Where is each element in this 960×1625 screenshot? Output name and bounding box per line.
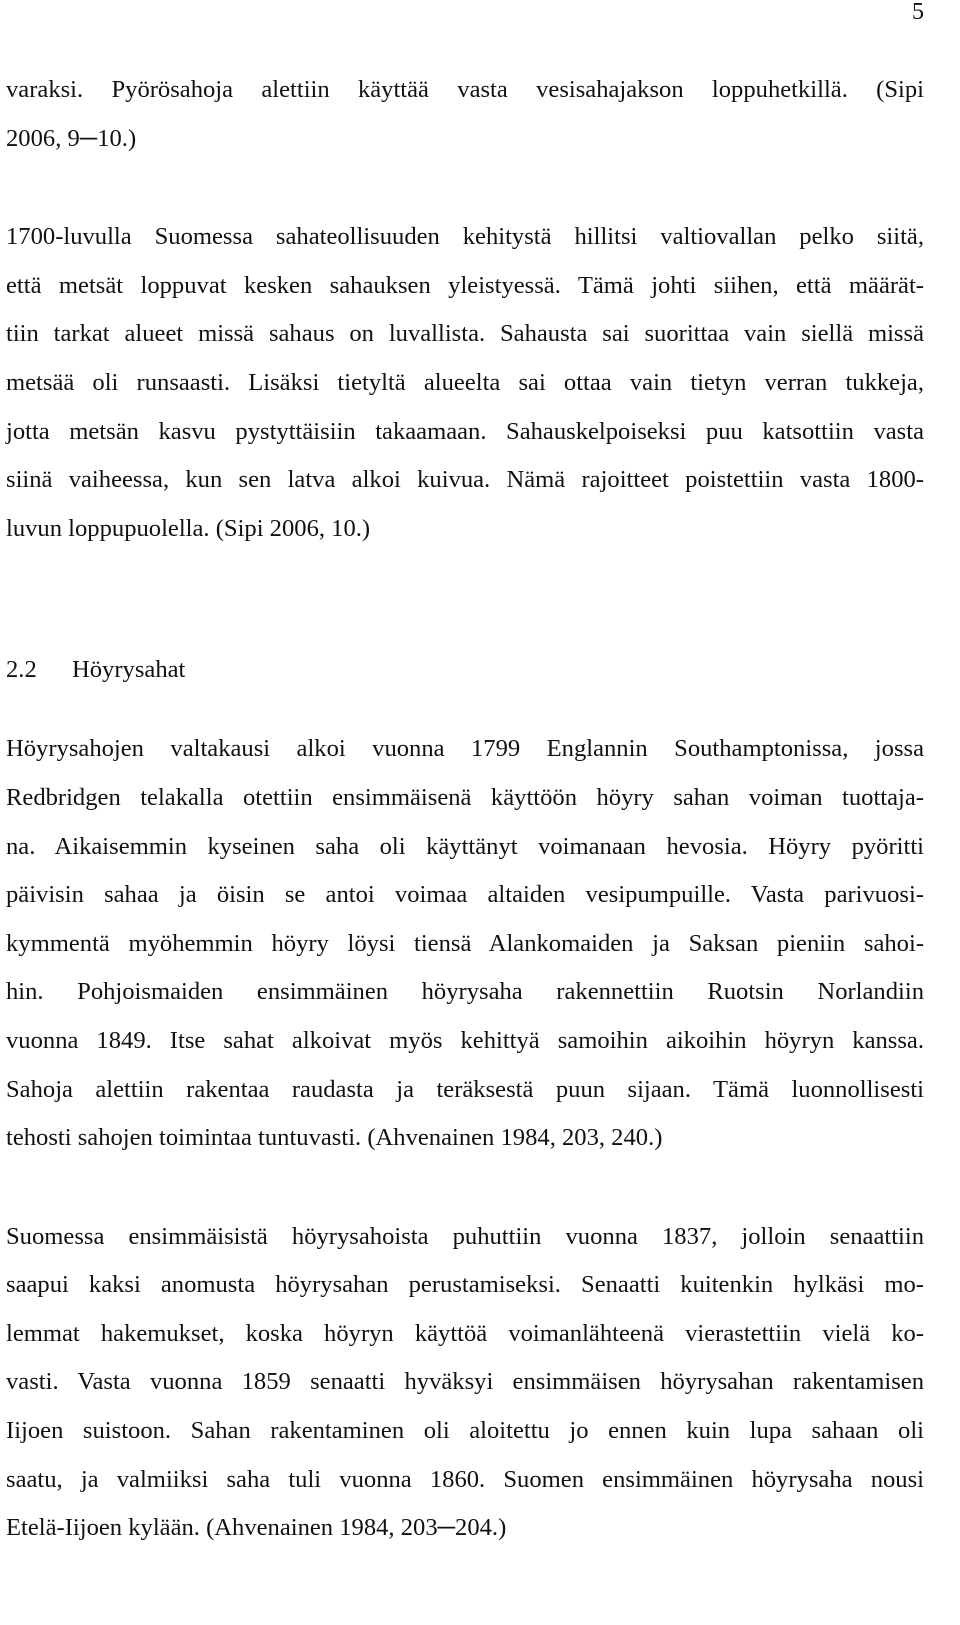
paragraph-line: 1700-luvulla Suomessa sahateollisuuden kehitystä hillitsi valtiovallan pelko siitä, [6,223,924,251]
paragraph-line: vasti. Vasta vuonna 1859 senaatti hyväksyi ensimmäisen höyrysahan rakentamisen [6,1368,924,1396]
paragraph-line: Höyrysahojen valtakausi alkoi vuonna 1799 Englannin Southamptonissa, jossa [6,735,924,763]
paragraph [6,213,924,553]
paragraph-line: Redbridgen telakalla otettiin ensimmäisenä käyttöön höyry sahan voiman tuottaja- [6,783,924,811]
paragraph-line: Etelä-Iijoen kylään. (Ahvenainen 1984, 203─204.) [6,1514,507,1542]
paragraph-line: saatu, ja valmiiksi saha tuli vuonna 1860. Suomen ensimmäinen höyrysaha nousi [6,1465,924,1493]
paragraph-line: Iijoen suistoon. Sahan rakentaminen oli aloitettu jo ennen kuin lupa sahaan oli [6,1417,924,1445]
paragraph-line: Sahoja alettiin rakentaa raudasta ja teräksestä puun sijaan. Tämä luonnollisesti [6,1075,924,1103]
section-heading [6,648,924,692]
paragraph-line: vuonna 1849. Itse sahat alkoivat myös kehittyä samoihin aikoihin höyryn kanssa. [6,1026,924,1054]
paragraph-line: siinä vaiheessa, kun sen latva alkoi kuivua. Nämä rajoitteet poistettiin vasta 1800- [6,466,924,494]
paragraph-line: metsää oli runsaasti. Lisäksi tietyltä alueelta sai ottaa vain tietyn verran tukkeja, [6,368,924,396]
document-body [6,66,924,1553]
paragraph-line: päivisin sahaa ja öisin se antoi voimaa altaiden vesipumpuille. Vasta parivuosi- [6,881,924,909]
paragraph-line: lemmat hakemukset, koska höyryn käyttöä voimanlähteenä vierastettiin vielä ko- [6,1319,924,1347]
paragraph-line: Suomessa ensimmäisistä höyrysahoista puhuttiin vuonna 1837, jolloin senaattiin [6,1222,924,1250]
paragraph-line: että metsät loppuvat kesken sahauksen yleistyessä. Tämä johti siihen, että määrät- [6,271,924,299]
paragraph-line: tiin tarkat alueet missä sahaus on luvallista. Sahausta sai suorittaa vain siellä missä [6,320,924,348]
page-number: 5 [912,0,924,25]
paragraph-line: 2006, 9─10.) [6,124,137,152]
paragraph-line: saapui kaksi anomusta höyrysahan perustamiseksi. Senaatti kuitenkin hylkäsi mo- [6,1271,924,1299]
paragraph-line: tehosti sahojen toimintaa tuntuvasti. (Ahvenainen 1984, 203, 240.) [6,1124,663,1152]
paragraph-line: hin. Pohjoismaiden ensimmäinen höyrysaha rakennettiin Ruotsin Norlandiin [6,978,924,1006]
paragraph [6,66,924,163]
section-number: 2.2 [6,656,37,684]
paragraph-line: kymmentä myöhemmin höyry löysi tiensä Alankomaiden ja Saksan pieniin sahoi- [6,929,924,957]
paragraph-line: luvun loppupuolella. (Sipi 2006, 10.) [6,514,371,542]
paragraph-line: na. Aikaisemmin kyseinen saha oli käyttänyt voimanaan hevosia. Höyry pyöritti [6,832,924,860]
paragraph-line: varaksi. Pyörösahoja alettiin käyttää vasta vesisahajakson loppuhetkillä. (Sipi [6,76,924,103]
paragraph [6,725,924,1162]
section-title: Höyrysahat [72,656,186,684]
paragraph-line: jotta metsän kasvu pystyttäisiin takaamaan. Sahauskelpoiseksi puu katsottiin vasta [6,417,924,445]
paragraph [6,1213,924,1553]
